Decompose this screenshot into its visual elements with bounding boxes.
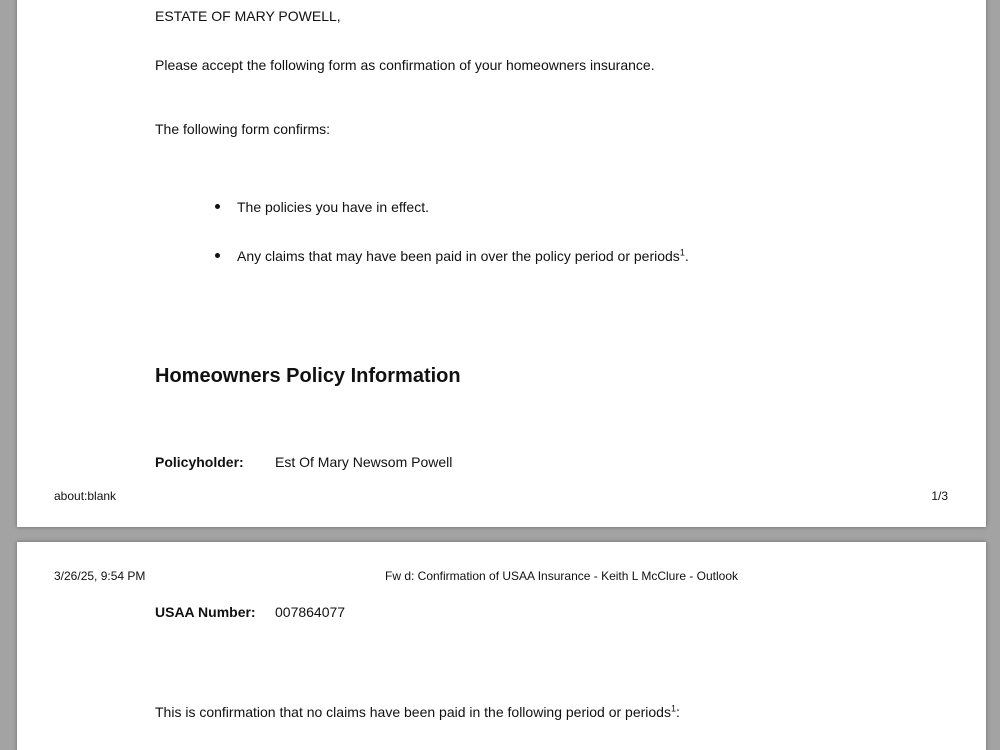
claims-confirmation-text xyxy=(155,703,680,721)
footnote-marker: 1 xyxy=(679,247,685,258)
usaa-number-label: USAA Number: xyxy=(155,604,256,620)
bullet-policies-text: The policies you have in effect. xyxy=(237,199,429,215)
bullet-claims xyxy=(212,247,689,265)
usaa-number-value: 007864077 xyxy=(275,604,346,620)
bullet-policies xyxy=(212,198,689,216)
footer-page-number: 1/3 xyxy=(931,489,948,503)
page-2 xyxy=(17,542,986,750)
header-datetime: 3/26/25, 9:54 PM xyxy=(54,569,146,583)
confirmation-bullet-list xyxy=(212,198,689,296)
footnote-marker: 1 xyxy=(670,703,676,714)
policyholder-label: Policyholder: xyxy=(155,454,244,470)
header-title: Fw d: Confirmation of USAA Insurance - Keith L McClure - Outlook xyxy=(385,569,739,583)
claims-text: This is confirmation that no claims have been paid in the following period or periods xyxy=(155,704,671,720)
claims-suffix: : xyxy=(675,704,680,720)
footer-url: about:blank xyxy=(54,489,117,503)
policyholder-value: Est Of Mary Newsom Powell xyxy=(275,454,453,470)
section-heading: Homeowners Policy Information xyxy=(155,365,461,387)
bullet-claims-text: Any claims that may have been paid in over the policy period or periods xyxy=(237,248,680,264)
addressee-line: ESTATE OF MARY POWELL, xyxy=(155,8,341,24)
bullet-claims-suffix: . xyxy=(684,248,689,264)
confirms-lead: The following form confirms: xyxy=(155,121,331,137)
intro-paragraph: Please accept the following form as confirmation of your homeowners insurance. xyxy=(155,57,655,73)
page-1 xyxy=(17,0,986,527)
